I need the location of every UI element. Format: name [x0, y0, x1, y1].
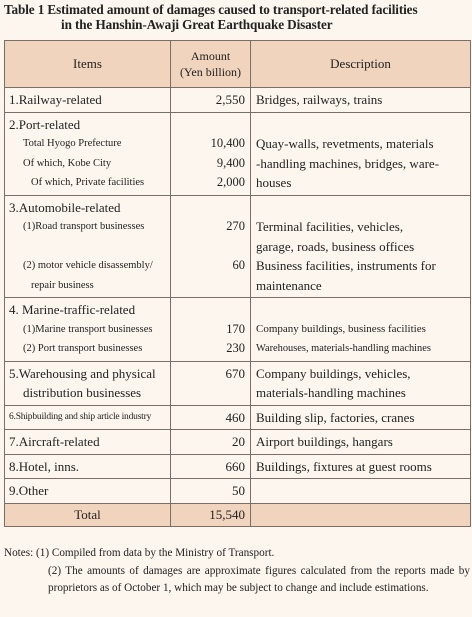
- table-title-line1: Table 1 Estimated amount of damages caused to transport-related facilities: [4, 2, 418, 17]
- port-amt1: 10,400: [210, 136, 245, 150]
- auto-desc1a: Terminal facilities, vehicles,: [256, 219, 404, 234]
- port-item: 2.Port-related: [9, 116, 81, 132]
- auto-amt1: 270: [226, 219, 245, 233]
- hotel-amount: 660: [225, 458, 245, 474]
- marine-desc1: Company buildings, business facilities: [256, 322, 426, 335]
- marine-sub2: (2) Port transport businesses: [23, 343, 143, 354]
- ship-item: 6.Shipbuilding and ship article industry: [9, 411, 152, 422]
- auto-sub1: (1)Road transport businesses: [23, 221, 145, 232]
- table-row: [5, 454, 471, 479]
- aircraft-desc: Airport buildings, hangars: [256, 434, 393, 449]
- marine-amt2: 230: [226, 341, 245, 355]
- aircraft-amount: 20: [232, 434, 245, 449]
- table-row: [5, 298, 471, 362]
- note-2: (2) The amounts of damages are approximate figures calculated from the reports made by proprietors as of October 1, which may be subject to change and include estimations.: [48, 564, 470, 594]
- table-row: [5, 88, 471, 113]
- header-items: Items: [5, 41, 171, 88]
- railway-item: 1.Railway-related: [9, 92, 102, 107]
- table-row: [5, 195, 471, 298]
- warehouse-item2: distribution businesses: [23, 385, 142, 400]
- hotel-item: 8.Hotel, inns.: [9, 458, 80, 474]
- auto-amt2: 60: [232, 258, 245, 272]
- table-row: [5, 430, 471, 455]
- port-amt2: 9,400: [216, 155, 245, 170]
- auto-desc2b: maintenance: [256, 277, 322, 293]
- warehouse-desc2: materials-handling machines: [256, 385, 406, 400]
- auto-item: 3.Automobile-related: [9, 199, 121, 215]
- table-title-line2: in the Hanshin-Awaji Great Earthquake Disaster: [61, 17, 333, 32]
- warehouse-desc1: Company buildings, vehicles,: [256, 365, 411, 381]
- port-sub3: Of which, Private facilities: [31, 177, 145, 188]
- damages-table: [4, 40, 471, 527]
- port-sub1: Total Hyogo Prefecture: [23, 138, 122, 149]
- hotel-desc: Buildings, fixtures at guest rooms: [256, 458, 432, 474]
- auto-sub2a: (2) motor vehicle disassembly/: [23, 260, 153, 271]
- total-label: Total: [74, 506, 101, 522]
- header-description: Description: [251, 41, 471, 88]
- total-row: [5, 503, 471, 526]
- auto-desc2a: Business facilities, instruments for: [256, 258, 436, 273]
- table-row: [5, 479, 471, 504]
- note-1-line: [4, 545, 470, 563]
- other-item: 9.Other: [9, 483, 49, 498]
- total-amount: 15,540: [209, 506, 245, 522]
- auto-desc1b: garage, roads, business offices: [256, 238, 415, 254]
- auto-sub2b: repair business: [31, 279, 94, 291]
- header-amount-line2: (Yen billion): [179, 65, 242, 79]
- railway-amount: 2,550: [215, 92, 245, 107]
- marine-desc2: Warehouses, materials-handling machines: [256, 343, 431, 354]
- warehouse-item1: 5.Warehousing and physical: [9, 365, 156, 381]
- other-amount: 50: [232, 483, 245, 498]
- table-row: [5, 405, 471, 430]
- marine-amt1: 170: [226, 321, 245, 336]
- header-amount-line1: Amount: [190, 49, 231, 63]
- ship-desc: Building slip, factories, cranes: [256, 409, 415, 425]
- header-amount: [171, 41, 251, 88]
- notes-label: Notes:: [4, 547, 34, 559]
- port-amt3: 2,000: [216, 175, 245, 189]
- notes: [4, 545, 470, 598]
- aircraft-item: 7.Aircraft-related: [9, 434, 100, 449]
- marine-item: 4. Marine-traffic-related: [9, 302, 136, 317]
- table-title: [4, 2, 470, 32]
- port-sub2: Of which, Kobe City: [23, 157, 112, 169]
- table-row: [5, 361, 471, 405]
- note-1: (1) Compiled from data by the Ministry of Transport.: [36, 547, 275, 559]
- railway-desc: Bridges, railways, trains: [256, 92, 383, 107]
- warehouse-amount: 670: [225, 365, 245, 381]
- marine-sub1: (1)Marine transport businesses: [23, 323, 153, 335]
- table-row: [5, 112, 471, 195]
- port-desc1: Quay-walls, revetments, materials: [256, 136, 434, 151]
- port-desc2: -handling machines, bridges, ware-: [256, 155, 440, 171]
- header-row: [5, 41, 471, 88]
- port-desc3: houses: [256, 175, 292, 190]
- ship-amount: 460: [225, 409, 245, 425]
